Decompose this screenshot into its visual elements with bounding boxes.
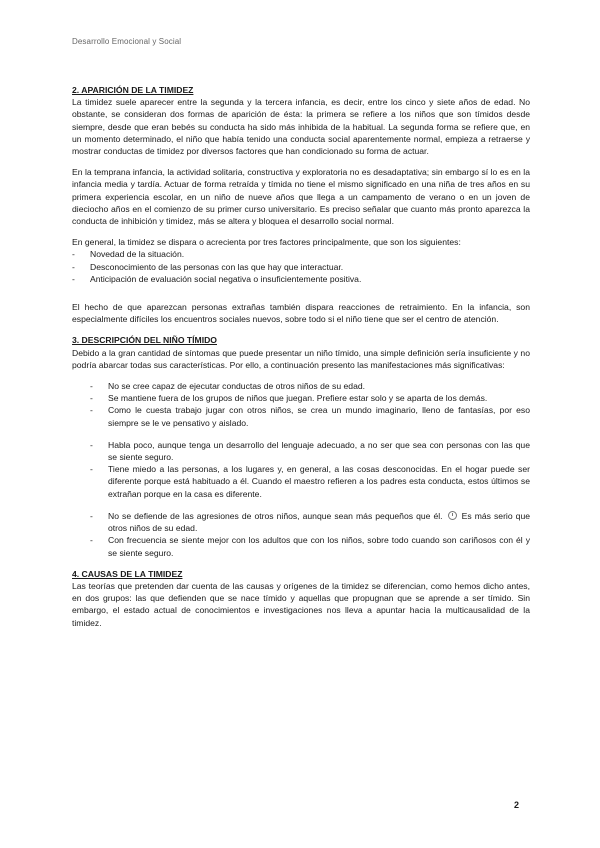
running-header: Desarrollo Emocional y Social <box>72 37 182 46</box>
list-item: - Se mantiene fuera de los grupos de niños que juegan. Prefiere estar solo y se aparta de los demás. <box>72 392 530 404</box>
list-item: - Tiene miedo a las personas, a los lugares y, en general, a las cosas desconocidas. En el hogar puede ser diferente porque está habituado a él. Cuando el maestro refieren a los padres esta conducta, estos últimos se extrañan porque en la casa es diferente. <box>72 463 530 500</box>
list-item: - Desconocimiento de las personas con las que hay que interactuar. <box>72 261 530 273</box>
section-2-paragraph-4: El hecho de que aparezcan personas extrañas también dispara reacciones de retraimiento. En la infancia, son especialmente difíciles los encuentros sociales nuevos, sobre todo si el niño tiene que ser el centro de atención. <box>72 302 530 325</box>
section-2-paragraph-1: La timidez suele aparecer entre la segunda y la tercera infancia, es decir, entre los cinco y siete años de edad. No obstante, se consideran dos formas de aparición de ésta: la primera se refiere a los niños que son tímidos desde siempre, desde que eran bebés su conducta ha sido más inhibida de la habitual. La segunda forma se refiere que, en un momento determinado, el niño que había tenido una conducta social aparentemente normal, empieza a retraerse y mostrar conductas de timidez por diversos factores que han condicionado su forma de actuar. <box>72 97 530 157</box>
section-2-paragraph-2: En la temprana infancia, la actividad solitaria, constructiva y exploratoria no es desadaptativa; sin embargo sí lo es en la infancia media y tardía. Actuar de forma retraída y tímida no tiene el mismo significado en una niña de tres años en su primera experiencia escolar, en un niño de nueve años que llega a un campamento de verano o en un joven de dieciocho años en el comienzo de su primer curso universitario. Es preciso señalar que cuanto más pronto aparezca la conducta de inhibición y timidez, más se altera y bloquea el desarrollo social normal. <box>72 167 530 227</box>
clock-icon <box>448 511 457 520</box>
list-item: - Como le cuesta trabajo jugar con otros niños, se crea un mundo imaginario, lleno de fantasías, por eso siempre se le ve pensativo y aislado. <box>72 404 530 428</box>
list-item: - Anticipación de evaluación social negativa o insuficientemente positiva. <box>72 273 530 285</box>
list-item-text: No se defiende de las agresiones de otros niños, aunque sean más pequeños que él. <box>108 510 443 521</box>
section-2-heading: 2. APARICIÓN DE LA TIMIDEZ <box>72 85 194 95</box>
list-item: - Con frecuencia se siente mejor con los adultos que con los niños, sobre todo cuando son cariñosos con él y se siente seguro. <box>72 534 530 558</box>
document-body <box>72 84 530 629</box>
list-item-tail: Es más serio que otros niños de su edad. <box>108 510 530 534</box>
section-3-heading: 3. DESCRIPCIÓN DEL NIÑO TÍMIDO <box>72 335 217 346</box>
list-item: - No se cree capaz de ejecutar conductas de otros niños de su edad. <box>72 380 530 392</box>
section-2-paragraph-3: En general, la timidez se dispara o acrecienta por tres factores principalmente, que son los siguientes: <box>72 237 461 248</box>
list-item <box>72 510 530 534</box>
list-item: - Novedad de la situación. <box>72 248 530 260</box>
section-4-paragraph-1: Las teorías que pretenden dar cuenta de las causas y orígenes de la timidez se diferencian, como hemos dicho antes, en dos grupos: las que defienden que se nace tímido y aquellas que propugnan que se aprende a ser tímido. Sin embargo, el estado actual de conocimientos e investigaciones nos lleva a apuntar hacia la multicausalidad de la timidez. <box>72 580 530 628</box>
list-item: - Habla poco, aunque tenga un desarrollo del lenguaje adecuado, a no ser que sea con personas con las que se siente seguro. <box>72 439 530 463</box>
factors-list <box>72 248 530 285</box>
manifestations-list <box>72 380 530 559</box>
page-number: 2 <box>514 800 520 810</box>
section-3-intro: Debido a la gran cantidad de síntomas que puede presentar un niño tímido, una simple definición sería insuficiente y no podría abarcar todas sus características. Por ello, a continuación presento las manifestaciones más significativas: <box>72 347 530 370</box>
section-4-heading: 4. CAUSAS DE LA TIMIDEZ <box>72 568 183 579</box>
